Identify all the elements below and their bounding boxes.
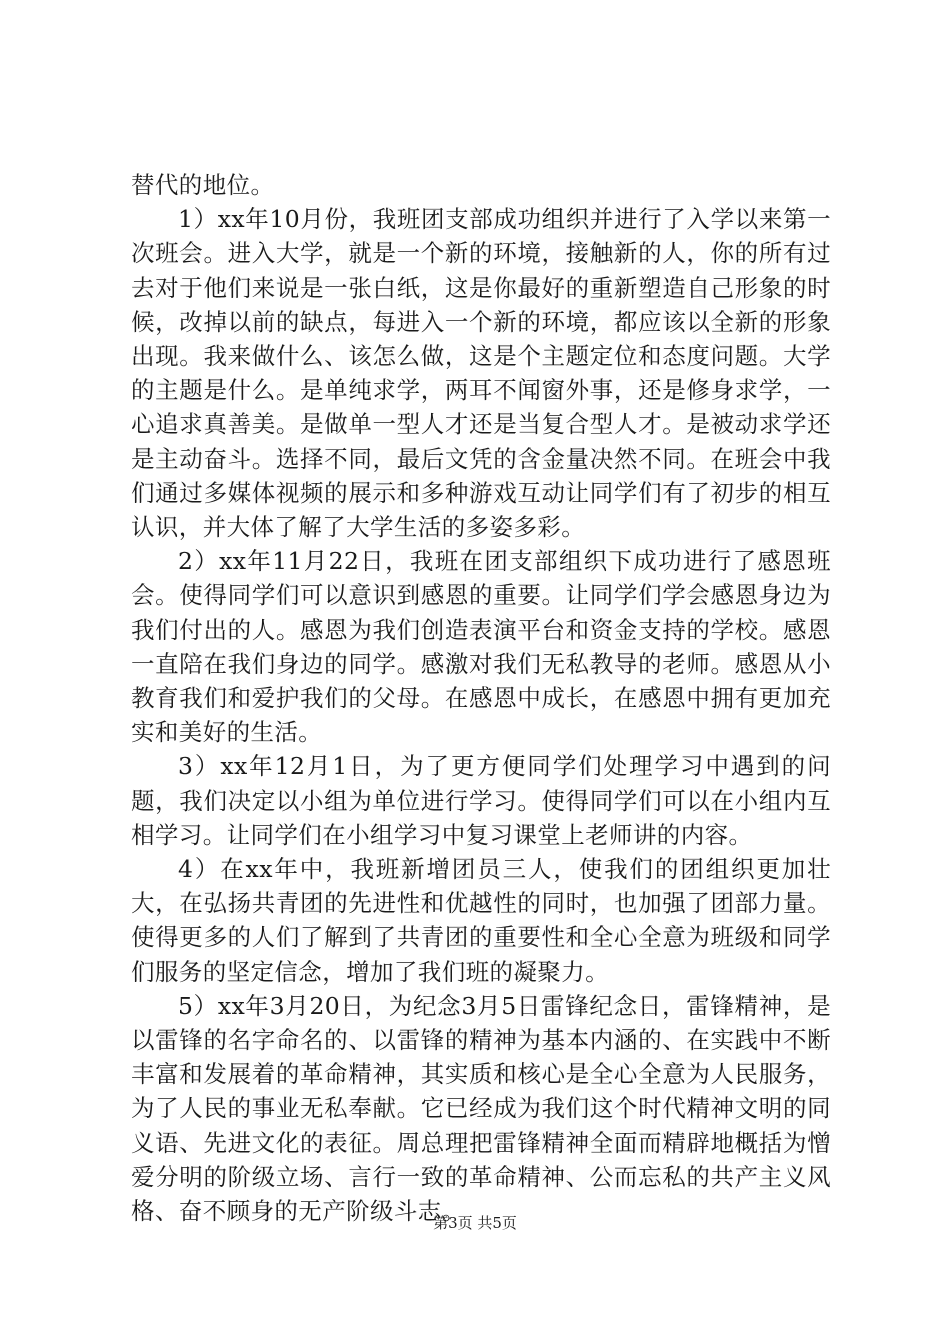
paragraph-item-1: 1）xx年10月份，我班团支部成功组织并进行了入学以来第一次班会。进入大学，就是一个新的环境，接触新的人，你的所有过去对于他们来说是一张白纸，这是你最好的重新塑造自己形象的时候，改掉以前的缺点，每进入一个新的环境，都应该以全新的形象出现。我来做什么、该怎么做，这是个主题定位和态度问题。大学的主题是什么。是单纯求学，两耳不闻窗外事，还是修身求学，一心追求真善美。是做单一型人才还是当复合型人才。是被动求学还是主动奋斗。选择不同，最后文凭的含金量决然不同。在班会中我们通过多媒体视频的展示和多种游戏互动让同学们有了初步的相互认识，并大体了解了大学生活的多姿多彩。 [131,205,831,542]
paragraph-item-4: 4）在xx年中，我班新增团员三人，使我们的团组织更加壮大，在弘扬共青团的先进性和优越性的同时，也加强了团部力量。使得更多的人们了解到了共青团的重要性和全心全意为班级和同学们服务的坚定信念，增加了我们班的凝聚力。 [131,855,831,986]
paragraph-item-5: 5）xx年3月20日，为纪念3月5日雷锋纪念日，雷锋精神，是以雷锋的名字命名的、以雷锋的精神为基本内涵的、在实践中不断丰富和发展着的革命精神，其实质和核心是全心全意为人民服务，为了人民的事业无私奉献。它已经成为我们这个时代精神文明的同义语、先进文化的表征。周总理把雷锋精神全面而精辟地概括为憎爱分明的阶级立场、言行一致的革命精神、公而忘私的共产主义风格、奋不顾身的无产阶级斗志。 [131,991,831,1226]
paragraph-item-2: 2）xx年11月22日，我班在团支部组织下成功进行了感恩班会。使得同学们可以意识到感恩的重要。让同学们学会感恩身边为我们付出的人。感恩为我们创造表演平台和资金支持的学校。感恩一直陪在我们身边的同学。感激对我们无私教导的老师。感恩从小教育我们和爱护我们的父母。在感恩中成长，在感恩中拥有更加充实和美好的生活。 [131,547,831,747]
paragraph-item-3: 3）xx年12月1日，为了更方便同学们处理学习中遇到的问题，我们决定以小组为单位进行学习。使得同学们可以在小组内互相学习。让同学们在小组学习中复习课堂上老师讲的内容。 [131,752,831,849]
document-body [131,168,831,1228]
page-number-footer: 第3页 共5页 [433,1214,517,1232]
paragraph-continuation: 替代的地位。 [131,171,275,199]
